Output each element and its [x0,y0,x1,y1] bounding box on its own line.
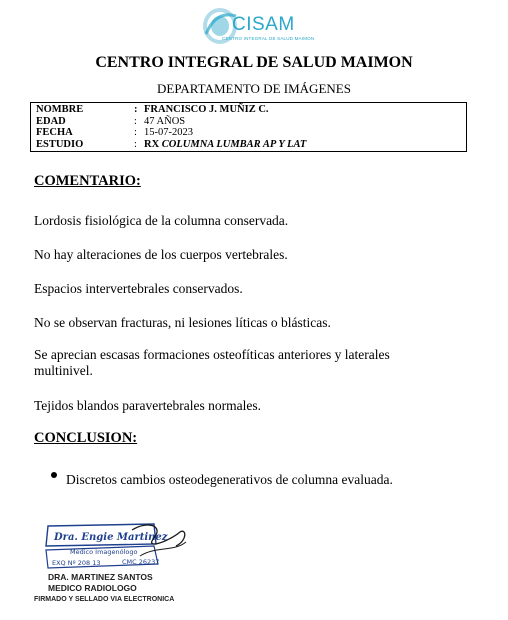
logo-tagline: CENTRO INTEGRAL DE SALUD MAIMON [222,36,315,41]
info-row-date [34,127,463,139]
patient-name: FRANCISCO J. MUÑIZ C. [144,104,269,115]
finding-paragraph: Tejidos blandos paravertebrales normales. [34,398,261,413]
finding-paragraph: Espacios intervertebrales conservados. [34,281,243,296]
doctor-name: DRA. MARTINEZ SANTOS [48,572,153,582]
info-label: FECHA [36,127,73,138]
info-separator: : [134,138,137,150]
info-label: ESTUDIO [36,138,84,150]
stamp-line: Dra. Engie Martinez [54,532,168,543]
signature-stamp [36,516,196,576]
logo-text: CISAM [232,14,295,35]
page-title: CENTRO INTEGRAL DE SALUD MAIMON [95,54,413,71]
info-separator: : [134,115,137,127]
conclusion-item: Discretos cambios osteodegenerativos de columna evaluada. [66,472,393,487]
bullet-icon [50,471,58,479]
study-type [144,139,306,151]
finding-paragraph: No se observan fracturas, ni lesiones líticas o blásticas. [34,315,331,330]
finding-paragraph: Se aprecian escasas formaciones osteofíticas anteriores y laterales multinivel. [34,347,390,378]
info-row-name [34,104,463,116]
info-row-study [34,139,463,151]
finding-paragraph: No hay alteraciones de los cuerpos vertebrales. [34,247,288,262]
study-prefix: RX [144,138,160,150]
info-label: NOMBRE [36,104,84,115]
finding-paragraph: Lordosis fisiológica de la columna conservada. [34,213,289,228]
patient-age: 47 AÑOS [144,115,186,127]
doctor-signature-block [48,572,153,594]
stamp-line: CMC 26237 [122,558,160,566]
patient-info-box [30,102,467,152]
info-separator: : [134,104,138,115]
comentario-heading: COMENTARIO: [34,173,141,189]
study-name: COLUMNA LUMBAR AP Y LAT [161,138,307,150]
department-title: DEPARTAMENTO DE IMÁGENES [157,81,351,96]
stamp-line: EXQ Nº 208 13 [52,559,101,567]
signature-footer: FIRMADO Y SELLADO VIA ELECTRONICA [34,596,175,603]
info-label: EDAD [36,115,66,127]
conclusion-heading: CONCLUSION: [34,430,138,446]
study-date: 15-07-2023 [144,127,193,138]
info-row-age [34,116,463,128]
doctor-title: MEDICO RADIOLOGO [48,583,137,593]
info-separator: : [134,127,137,138]
stamp-line: Medico Imagenólogo [70,548,138,556]
